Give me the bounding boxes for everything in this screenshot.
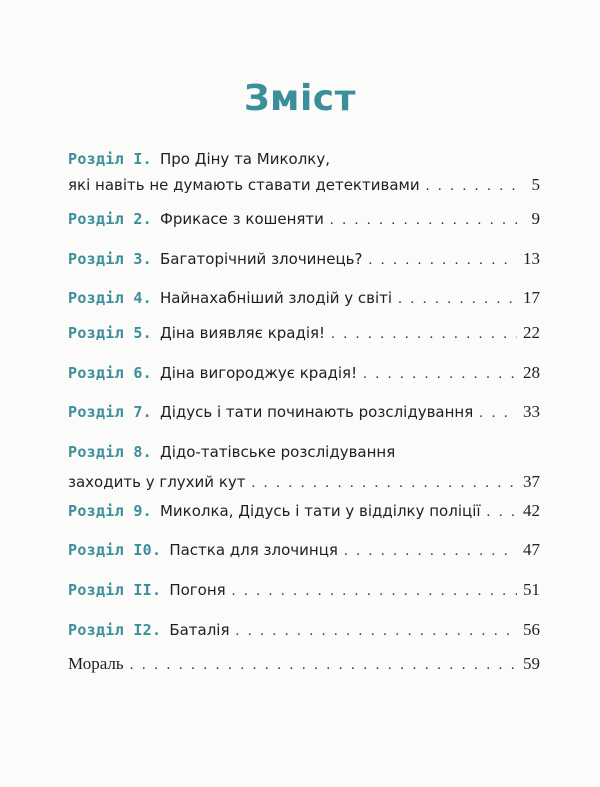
toc-entry-3[interactable] [68, 248, 540, 270]
dot-leader [344, 540, 517, 562]
toc-entry-moral[interactable] [68, 653, 540, 675]
page-number: 59 [523, 654, 540, 673]
page-number: 42 [523, 501, 540, 520]
chapter-label: Розділ 6. [68, 364, 152, 382]
dot-leader [236, 620, 517, 642]
chapter-label: Розділ I2. [68, 621, 162, 639]
chapter-title: Дідо-татівське розслідування [159, 443, 396, 461]
toc-entry-8[interactable] [68, 441, 540, 493]
chapter-title: Про Діну та Миколку, [159, 150, 330, 168]
page-number: 51 [523, 580, 540, 599]
chapter-label: Розділ 9. [68, 502, 152, 520]
toc-entry-1[interactable] [68, 148, 540, 196]
page-number: 17 [523, 288, 540, 307]
chapter-title: Миколка, Дідусь і тати у відділку поліції [159, 502, 481, 520]
chapter-title: Пастка для злочинця [169, 541, 338, 559]
dot-leader [331, 323, 517, 345]
chapter-label: Розділ 5. [68, 324, 152, 342]
chapter-title-continued: заходить у глухий кут [68, 473, 246, 491]
chapter-title: Діна виявляє крадія! [159, 324, 326, 342]
page-number: 5 [531, 175, 540, 194]
chapter-label: Розділ 3. [68, 250, 152, 268]
chapter-title-continued: які навіть не думають ставати детективами [68, 176, 420, 194]
chapter-title: Погоня [169, 581, 226, 599]
dot-leader [479, 402, 517, 424]
dot-leader [130, 654, 517, 676]
page-number: 47 [523, 540, 540, 559]
page-number: 33 [523, 402, 540, 421]
dot-leader [330, 209, 522, 231]
chapter-title: Баталія [169, 621, 230, 639]
toc-entry-4[interactable] [68, 287, 540, 309]
dot-leader [252, 472, 518, 494]
chapter-title: Мораль [68, 654, 124, 673]
toc-entry-2[interactable] [68, 208, 540, 230]
chapter-title: Багаторічний злочинець? [159, 250, 363, 268]
dot-leader [426, 175, 522, 197]
page-number: 28 [523, 363, 540, 382]
chapter-label: Розділ I. [68, 150, 152, 168]
dot-leader [487, 501, 517, 523]
page-number: 37 [523, 472, 540, 491]
toc-entry-5[interactable] [68, 322, 540, 344]
chapter-label: Розділ I0. [68, 541, 162, 559]
chapter-title: Фрикасе з кошеняти [159, 210, 324, 228]
chapter-title: Найнахабніший злодій у світі [159, 289, 393, 307]
chapter-label: Розділ 8. [68, 443, 152, 461]
toc-entry-7[interactable] [68, 401, 540, 423]
page-number: 9 [531, 209, 540, 228]
toc-entry-6[interactable] [68, 362, 540, 384]
chapter-label: Розділ 2. [68, 210, 152, 228]
chapter-title: Діна вигороджує крадія! [159, 364, 358, 382]
dot-leader [363, 363, 517, 385]
chapter-label: Розділ 4. [68, 289, 152, 307]
page-number: 13 [523, 249, 540, 268]
page-number: 56 [523, 620, 540, 639]
toc-entry-10[interactable] [68, 539, 540, 561]
toc-entry-12[interactable] [68, 619, 540, 641]
toc-entry-9[interactable] [68, 500, 540, 522]
chapter-title: Дідусь і тати починають розслідування [159, 403, 474, 421]
dot-leader [232, 580, 517, 602]
page-title: Зміст [243, 78, 357, 119]
dot-leader [368, 249, 517, 271]
dot-leader [398, 288, 517, 310]
toc-entry-11[interactable] [68, 579, 540, 601]
chapter-label: Розділ II. [68, 581, 162, 599]
chapter-label: Розділ 7. [68, 403, 152, 421]
page-number: 22 [523, 323, 540, 342]
